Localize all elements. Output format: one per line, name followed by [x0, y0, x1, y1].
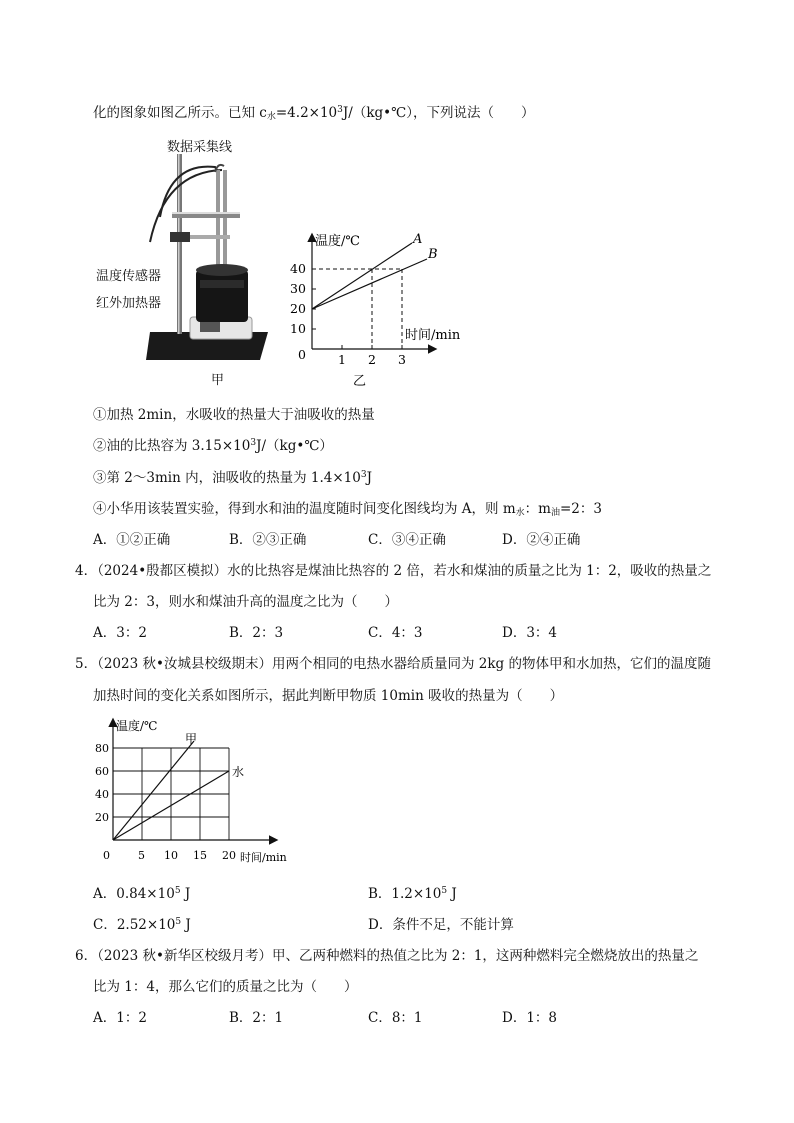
- q5-option-c[interactable]: C．$2.52\times 10^5$ J: [93, 917, 191, 933]
- q3-option-c[interactable]: C．③④正确: [368, 532, 446, 548]
- q6-option-d[interactable]: D．1：8: [502, 1010, 558, 1026]
- apparatus-illustration: [90, 132, 290, 392]
- q5-option-b[interactable]: B．$1.2\times 10^5$ J: [368, 886, 457, 902]
- q4-option-c[interactable]: C．4：3: [368, 625, 423, 641]
- apparatus-caption: 甲: [211, 373, 225, 388]
- q4-stem-line1: 4．（2024•殷都区模拟）水的比热容是煤油比热容的 2 倍，若水和煤油的质量之比为 1：2，吸收的热量之: [75, 563, 712, 579]
- label-line-b: B: [428, 247, 438, 262]
- graph-q5-ytick: 20: [95, 811, 109, 824]
- graph-yi-ytick: 40: [290, 261, 306, 276]
- q4-option-a[interactable]: A．3：2: [93, 625, 147, 641]
- q4-option-b[interactable]: B．2：3: [229, 625, 284, 641]
- q4-stem-line2: 比为 2：3，则水和煤油升高的温度之比为（ ）: [93, 594, 398, 610]
- q3-statement-2: ②油的比热容为 $3.15\times 10^3J/(kg•℃)$: [93, 438, 333, 454]
- graph-q5-xtick: 20: [222, 849, 236, 862]
- label-data-wire: 数据采集线: [167, 140, 233, 155]
- q3-intro-line: 化的图象如图乙所示。已知 $c_水=4.2\times 10^3J/(kg•℃)$，下列说法（ ）: [93, 105, 535, 122]
- graph-q5-origin: 0: [103, 849, 110, 862]
- graph-yi-xlabel: 时间/min: [405, 328, 461, 343]
- graph-q5-xtick: 15: [193, 849, 207, 862]
- graph-q5-xtick: 10: [164, 849, 178, 862]
- q5-stem-line1: 5．（2023 秋•汝城县校级期末）用两个相同的电热水器给质量同为 2kg 的物体甲和水加热，它们的温度随: [75, 656, 711, 672]
- apparatus-figure: [90, 132, 290, 392]
- label-series-water: 水: [232, 765, 245, 779]
- graph-q5-xlabel: 时间/min: [240, 851, 287, 864]
- label-temp-sensor: 温度传感器: [96, 269, 162, 284]
- label-line-a: A: [413, 232, 423, 247]
- q6-option-a[interactable]: A．1：2: [93, 1010, 147, 1026]
- line-jia: [113, 741, 194, 840]
- line-b: [312, 259, 427, 309]
- q6-stem-line2: 比为 1：4，那么它们的质量之比为（ ）: [93, 979, 358, 995]
- q5-option-d[interactable]: D．条件不足，不能计算: [368, 917, 514, 933]
- q6-option-b[interactable]: B．2：1: [229, 1010, 284, 1026]
- graph-yi-ytick: 10: [290, 321, 306, 336]
- line-a: [312, 243, 412, 309]
- label-ir-heater: 红外加热器: [96, 296, 162, 311]
- graph-yi: [285, 225, 475, 390]
- graph-q5: [92, 714, 302, 869]
- graph-q5-ytick: 40: [95, 788, 109, 801]
- graph-yi-xtick: 3: [398, 352, 406, 367]
- graph-yi-ylabel: 温度/℃: [315, 234, 360, 249]
- q5-option-a[interactable]: A．$0.84\times 10^5$ J: [93, 886, 191, 902]
- label-series-jia: 甲: [185, 732, 198, 746]
- graph-q5-ytick: 60: [95, 765, 109, 778]
- q3-statement-1: ①加热 2min，水吸收的热量大于油吸收的热量: [93, 407, 375, 423]
- graph-yi-origin: 0: [298, 347, 306, 362]
- q3-option-a[interactable]: A．①②正确: [93, 532, 171, 548]
- graph-q5-xtick: 5: [138, 849, 145, 862]
- graph-yi-ytick: 20: [290, 301, 306, 316]
- q6-stem-line1: 6．（2023 秋•新华区校级月考）甲、乙两种燃料的热值之比为 2：1，这两种燃料完全燃烧放出的热量之: [75, 948, 699, 964]
- q3-statement-3: ③第 2～3min 内，油吸收的热量为 $1.4\times 10^3J$: [93, 470, 372, 486]
- graph-yi-xtick: 1: [338, 352, 346, 367]
- q3-statement-4: ④小华用该装置实验，得到水和油的温度随时间变化图线均为 A，则 $m_水$：$m_油=2$：3: [93, 501, 602, 518]
- q4-option-d[interactable]: D．3：4: [502, 625, 558, 641]
- q3-option-b[interactable]: B．②③正确: [229, 532, 307, 548]
- graph-yi-caption: 乙: [353, 374, 367, 389]
- q6-option-c[interactable]: C．8：1: [368, 1010, 423, 1026]
- graph-q5-ytick: 80: [95, 742, 109, 755]
- graph-yi-xtick: 2: [368, 352, 376, 367]
- q5-stem-line2: 加热时间的变化关系如图所示，据此判断甲物质 10min 吸收的热量为（ ）: [93, 688, 564, 704]
- graph-yi-ytick: 30: [290, 281, 306, 296]
- graph-q5-ylabel: 温度/℃: [116, 719, 158, 733]
- q3-option-d[interactable]: D．②④正确: [502, 532, 581, 548]
